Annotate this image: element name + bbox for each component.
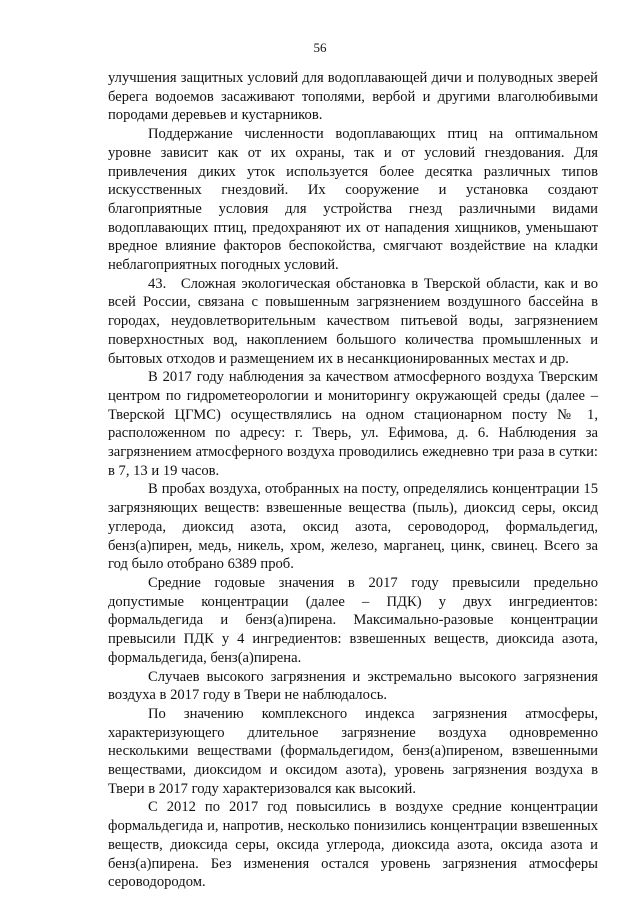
paragraph-pollution-index: По значению комплексного индекса загрязнения атмосферы, характеризующего длительное загрязнение воздуха одновременно несколькими веществами (формальдегидом, бенз(а)пиреном, взвешенными веществами, диоксидом и оксидом азота), уровень загрязнения воздуха в Твери в 2017 году характеризовался как высокий. bbox=[108, 705, 598, 797]
paragraph-43-ecological-situation: 43. Сложная экологическая обстановка в Тверской области, как и во всей России, связана с повышенным загрязнением воздушного бассейна в городах, неудовлетворительным качеством питьевой воды, загрязнением поверхностных вод, накоплением большого количества промышленных и бытовых отходов и размещением их в несанкционированных местах и др. bbox=[108, 275, 598, 367]
paragraph-air-monitoring: В 2017 году наблюдения за качеством атмосферного воздуха Тверским центром по гидрометеорологии и мониторингу окружающей среды (далее – Тверской ЦГМС) осуществлялись на одном стационарном посту № 1, расположенном по адресу: г. Тверь, ул. Ефимова, д. 6. Наблюдения за загрязнением атмосферного воздуха проводились ежедневно три раза в сутки: в 7, 13 и 19 часов. bbox=[108, 369, 598, 479]
paragraph-waterfowl-protection: улучшения защитных условий для водоплавающей дичи и полуводных зверей берега водоемов засаживают тополями, вербой и другими влаголюбивыми породами деревьев и кустарников. bbox=[108, 70, 598, 124]
paragraph-air-samples: В пробах воздуха, отобранных на посту, определялись концентрации 15 загрязняющих веществ: взвешенные вещества (пыль), диоксид серы, оксид углерода, диоксид азота, оксид азота, сероводород, формальдегид, бенз(а)пирен, медь, никель, хром, железо, марганец, цинк, свинец. Всего за год было отобрано 6389 проб. bbox=[108, 481, 598, 573]
paragraph-annual-averages: Средние годовые значения в 2017 году превысили предельно допустимые концентрации (далее – ПДК) у двух ингредиентов: формальдегида и бенз(а)пирена. Максимально-разовые концентрации превысили ПДК у 4 ингредиентов: взвешенных веществ, диоксида азота, формальдегида, бенз(а)пирена. bbox=[108, 574, 598, 666]
document-body bbox=[108, 69, 598, 892]
paragraph-bird-population: Поддержание численности водоплавающих птиц на оптимальном уровне зависит как от их охраны, так и от условий гнездования. Для привлечения диких уток используется более десятка различных типов искусственных гнездовий. Их сооружение и установка создают благоприятные условия для устройства гнезд различными видами водоплавающих птиц, предохраняют их от нападения хищников, уменьшают вредное влияние факторов беспокойства, смягчают воздействие на кладки неблагоприятных погодных условий. bbox=[108, 126, 598, 274]
paragraph-trend-2012-2017: С 2012 по 2017 год повысились в воздухе средние концентрации формальдегида и, напротив, несколько понизились концентрации взвешенных веществ, диоксида серы, оксида углерода, диоксида азота, оксида азота и бенз(а)пирена. Без изменения остался уровень загрязнения атмосферы сероводородом. bbox=[108, 799, 598, 891]
page-number: 56 bbox=[313, 40, 327, 55]
paragraph-no-high-pollution: Случаев высокого загрязнения и экстремально высокого загрязнения воздуха в 2017 году в Твери не наблюдалось. bbox=[108, 668, 598, 704]
